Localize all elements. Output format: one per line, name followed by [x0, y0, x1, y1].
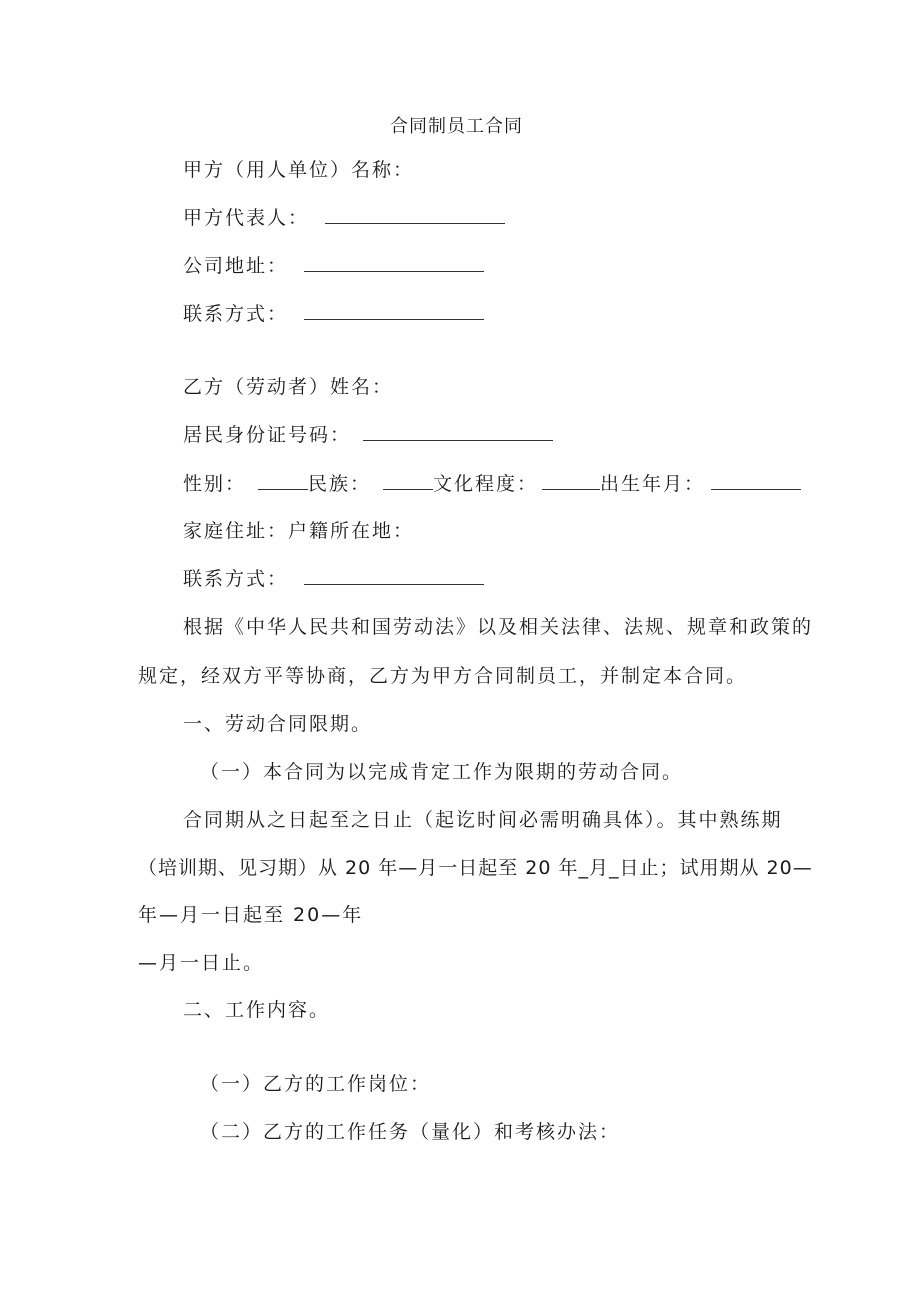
- preamble-line-1: 根据《中华人民共和国劳动法》以及相关法律、法规、规章和政策的: [183, 616, 814, 638]
- party-a-representative-blank: [325, 207, 505, 224]
- party-a-representative-row: [183, 206, 505, 230]
- party-b-details-row: [183, 472, 801, 496]
- party-b-ethnicity-blank: [383, 473, 433, 490]
- section-1-period-line-2: （培训期、见习期）从 20 年—月一日起至 20 年_月_日止；试用期从 20—: [138, 857, 813, 879]
- party-b-ethnicity-label: 民族：: [308, 473, 372, 495]
- party-b-education-label: 文化程度：: [433, 473, 539, 495]
- section-1-period-line-3: 年—月一日起至 20—年: [138, 904, 364, 926]
- party-a-address-row: [183, 254, 484, 278]
- party-a-contact-label: 联系方式：: [183, 303, 289, 325]
- preamble-line-2: 规定，经双方平等协商，乙方为甲方合同制员工，并制定本合同。: [138, 665, 748, 687]
- party-a-contact-blank: [304, 303, 484, 320]
- party-b-birth-blank: [711, 473, 801, 490]
- document-title: 合同制员工合同: [390, 116, 523, 137]
- party-b-contact-blank: [304, 568, 484, 585]
- party-a-name-label: 甲方（用人单位）名称：: [183, 159, 415, 181]
- section-1-item-1: （一）本合同为以完成肯定工作为限期的劳动合同。: [200, 761, 684, 783]
- party-b-id-blank: [363, 424, 553, 441]
- party-b-residence-label: 家庭住址：户籍所在地：: [183, 520, 415, 542]
- party-a-representative-label: 甲方代表人：: [183, 207, 310, 229]
- party-b-gender-blank: [258, 473, 308, 490]
- party-a-address-label: 公司地址：: [183, 255, 289, 277]
- party-b-education-blank: [542, 473, 600, 490]
- party-b-id-row: [183, 423, 553, 447]
- section-2-heading: 二、工作内容。: [183, 999, 331, 1021]
- party-b-id-label: 居民身份证号码：: [183, 424, 352, 446]
- party-b-contact-row: [183, 567, 484, 591]
- party-b-name-label: 乙方（劳动者）姓名：: [183, 376, 394, 398]
- section-2-item-2: （二）乙方的工作任务（量化）和考核办法：: [200, 1121, 621, 1143]
- section-1-heading: 一、劳动合同限期。: [183, 713, 373, 735]
- section-1-period-line-1: 合同期从之日起至之日止（起讫时间必需明确具体）。其中熟练期: [183, 809, 783, 831]
- party-b-gender-label: 性别：: [183, 473, 247, 495]
- section-1-period-line-4: —月一日止。: [138, 952, 265, 974]
- party-b-contact-label: 联系方式：: [183, 568, 289, 590]
- party-b-birth-label: 出生年月：: [600, 473, 706, 495]
- party-a-contact-row: [183, 302, 484, 326]
- party-a-address-blank: [304, 255, 484, 272]
- section-2-item-1: （一）乙方的工作岗位：: [200, 1073, 432, 1095]
